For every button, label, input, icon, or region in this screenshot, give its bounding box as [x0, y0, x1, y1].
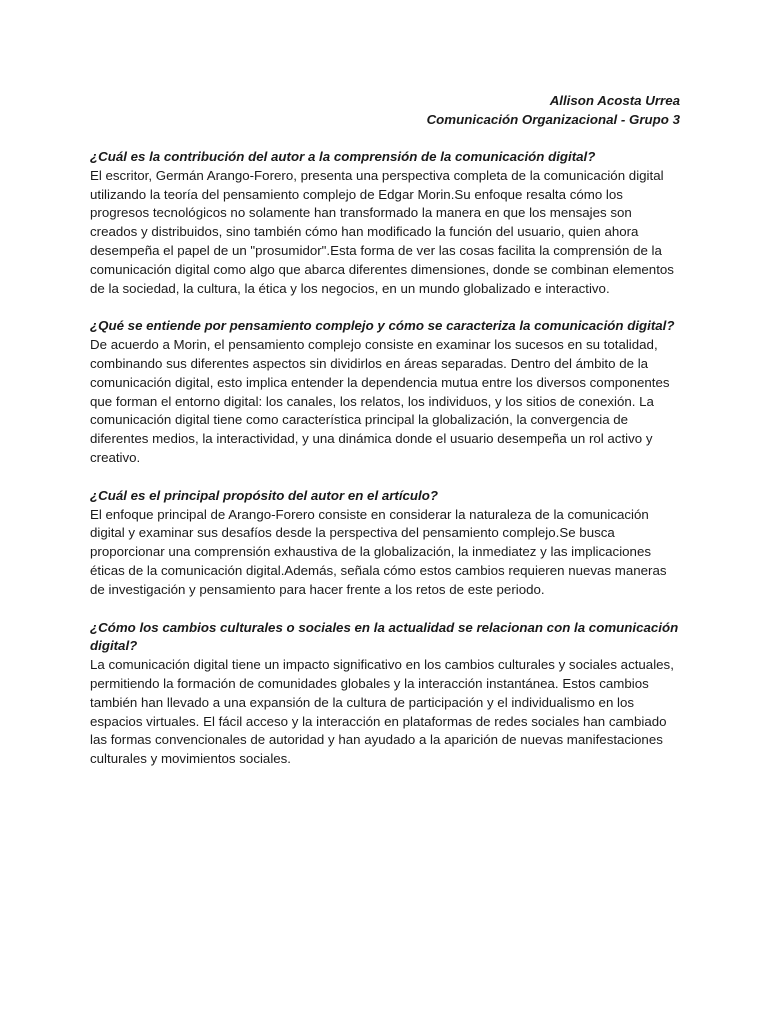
section-1 — [90, 148, 680, 298]
answer-paragraph: El enfoque principal de Arango-Forero consiste en considerar la naturaleza de la comunicación digital y examinar sus desafíos desde la perspectiva del pensamiento complejo.Se busca proporcionar una comprensión exhaustiva de la globalización, la inmediatez y las implicaciones éticas de la comunicación digital.Además, señala cómo estos cambios requieren nuevas maneras de investigación y pensamiento para hacer frente a los retos de este periodo. — [90, 506, 667, 597]
question-heading: ¿Qué se entiende por pensamiento complejo y cómo se caracteriza la comunicación digital? — [90, 318, 675, 334]
question-heading: ¿Cuál es el principal propósito del autor en el artículo? — [90, 487, 438, 503]
section-4 — [90, 619, 680, 769]
course-name: Comunicación Organizacional - Grupo 3 — [426, 112, 680, 127]
question-heading: ¿Cuál es la contribución del autor a la comprensión de la comunicación digital? — [90, 149, 596, 164]
document-header — [90, 91, 680, 129]
author-name: Allison Acosta Urrea — [549, 93, 680, 108]
document-page — [90, 91, 680, 769]
answer-paragraph: De acuerdo a Morin, el pensamiento complejo consiste en examinar los sucesos en su totalidad, combinando sus diferentes aspectos sin dividirlos en áreas separadas. Dentro del ámbito de la comunicación digital, esto implica entender la dependencia mutua entre los diversos componentes que forman el entorno digital: los canales, los relatos, los individuos, y los sitios de conexión. La comunicación digital tiene como característica principal la globalización, la convergencia de diferentes medios, la interactividad, y una dinámica donde el usuario desempeña un rol activo y creativo. — [90, 337, 670, 465]
section-2 — [90, 317, 680, 467]
section-3 — [90, 487, 680, 600]
question-heading: ¿Cómo los cambios culturales o sociales en la actualidad se relacionan con la comunicación digital? — [90, 619, 679, 654]
answer-paragraph: La comunicación digital tiene un impacto significativo en los cambios culturales y sociales actuales, permitiendo la formación de comunidades globales y la interacción instantánea. Estos cambios también han llevado a una expansión de la cultura de participación y el individualismo en los espacios virtuales. El fácil acceso y la interacción en plataformas de redes sociales han cambiado las formas convencionales de autoridad y han ayudado a la aparición de nuevas manifestaciones culturales y movimientos sociales. — [90, 657, 674, 767]
answer-paragraph: El escritor, Germán Arango-Forero, presenta una perspectiva completa de la comunicación digital utilizando la teoría del pensamiento complejo de Edgar Morin.Su enfoque resalta cómo los progresos tecnológicos no solamente han transformado la manera en que los mensajes son creados y distribuidos, sino también cómo han modificado la función del usuario, quien ahora desempeña el papel de un "prosumidor".Esta forma de ver las cosas facilita la comprensión de la comunicación digital como algo que abarca diferentes dimensiones, donde se combinan elementos de la sociedad, la cultura, la ética y los negocios, en un mundo globalizado e interactivo. — [90, 167, 674, 296]
